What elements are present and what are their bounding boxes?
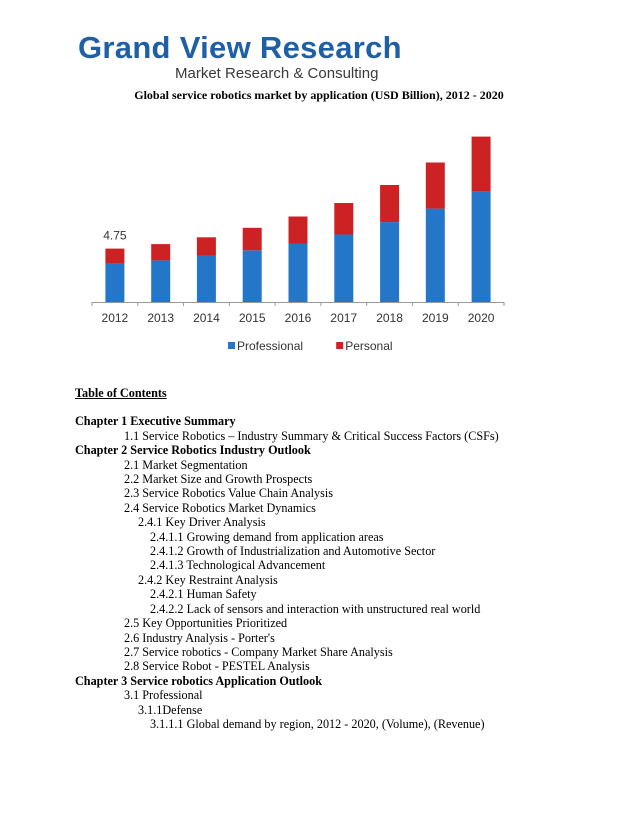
x-tick-label: 2020: [467, 311, 495, 325]
x-tick-label: 2012: [101, 311, 129, 325]
toc-item: 3.1 Professional: [124, 688, 203, 703]
bar-professional-2015: [243, 250, 262, 302]
toc-item: 2.5 Key Opportunities Prioritized: [124, 616, 288, 631]
legend-swatch-personal: [336, 342, 343, 349]
toc-item: 2.4.1.2 Growth of Industrialization and Automotive Sector: [150, 544, 436, 559]
toc-item: 2.8 Service Robot - PESTEL Analysis: [124, 659, 310, 674]
toc-item: 2.1 Market Segmentation: [124, 457, 248, 472]
toc-chapter: Chapter 3 Service robotics Application Outlook: [75, 673, 323, 688]
x-tick-label: 2015: [238, 311, 266, 325]
toc-item: 2.4.1.3 Technological Advancement: [150, 558, 326, 573]
bar-personal-2014: [197, 237, 216, 256]
legend-label-professional: Professional: [237, 339, 304, 353]
x-tick-label: 2016: [284, 311, 312, 325]
stacked-bar-chart: [80, 125, 520, 365]
bar-professional-2019: [426, 209, 445, 302]
x-tick-label: 2018: [376, 311, 403, 325]
toc-item: 2.6 Industry Analysis - Porter's: [124, 630, 275, 645]
toc-item: 2.4.1.1 Growing demand from application areas: [150, 529, 384, 544]
brand-tagline: Market Research & Consulting: [175, 65, 379, 82]
bar-personal-2016: [289, 217, 308, 244]
toc-item: 2.7 Service robotics - Company Market Share Analysis: [124, 644, 393, 659]
bar-personal-2020: [472, 137, 491, 192]
chart-title: Global service robotics market by application (USD Billion), 2012 - 2020: [134, 88, 504, 102]
x-tick-label: 2014: [193, 311, 220, 325]
legend-label-personal: Personal: [345, 339, 393, 353]
bar-professional-2017: [334, 235, 353, 303]
bar-professional-2014: [197, 256, 216, 302]
toc-item: 2.3 Service Robotics Value Chain Analysis: [124, 486, 333, 501]
toc-chapter: Chapter 2 Service Robotics Industry Outlook: [75, 443, 311, 458]
bar-personal-2015: [243, 228, 262, 251]
table-of-contents: [75, 386, 595, 731]
toc-list: [75, 414, 595, 731]
x-tick-label: 2019: [421, 311, 449, 325]
bar-personal-2017: [334, 203, 353, 235]
brand-name: Grand View Research: [78, 30, 402, 65]
toc-item: 2.2 Market Size and Growth Prospects: [124, 472, 313, 487]
bar-personal-2018: [380, 185, 399, 222]
x-tick-label: 2013: [147, 311, 175, 325]
toc-item: 2.4 Service Robotics Market Dynamics: [124, 500, 316, 515]
toc-item: 3.1.1.1 Global demand by region, 2012 - 2020, (Volume), (Revenue): [150, 716, 485, 731]
toc-title: Table of Contents: [75, 386, 167, 400]
toc-item: 2.4.1 Key Driver Analysis: [138, 515, 266, 530]
bar-professional-2020: [472, 192, 491, 302]
data-label: 4.75: [103, 228, 127, 243]
toc-item: 3.1.1Defense: [138, 702, 203, 717]
brand-logo: [78, 30, 402, 82]
bar-personal-2019: [426, 163, 445, 209]
bar-personal-2013: [151, 244, 170, 260]
x-tick-label: 2017: [330, 311, 358, 325]
legend-swatch-professional: [228, 342, 235, 349]
toc-item: 2.4.2 Key Restraint Analysis: [138, 572, 278, 587]
toc-item: 2.4.2.1 Human Safety: [150, 587, 257, 602]
bar-professional-2012: [105, 264, 124, 302]
toc-item: 1.1 Service Robotics – Industry Summary & Critical Success Factors (CSFs): [124, 428, 499, 443]
bar-personal-2012: [105, 249, 124, 264]
toc-chapter: Chapter 1 Executive Summary: [75, 414, 236, 429]
toc-item: 2.4.2.2 Lack of sensors and interaction with unstructured real world: [150, 601, 481, 616]
bar-professional-2013: [151, 260, 170, 302]
bar-professional-2016: [289, 244, 308, 303]
bar-professional-2018: [380, 222, 399, 302]
